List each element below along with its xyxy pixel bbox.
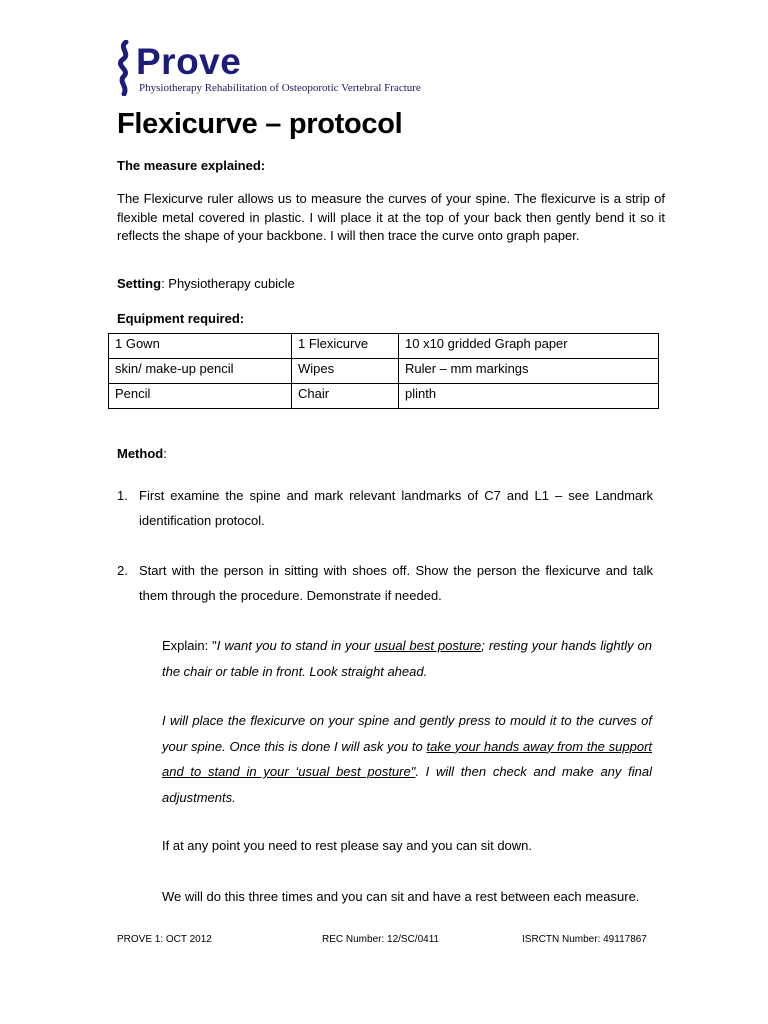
setting-label: Setting <box>117 276 162 291</box>
measure-paragraph: The Flexicurve ruler allows us to measure the curves of your spine. The flexicurve is a strip of flexible metal covered in plastic. I will place it at the top of your back then gently bend it so it reflects the shape of your backbone. I will then trace the curve onto graph paper. <box>117 191 665 243</box>
list-item <box>117 483 653 533</box>
logo-subtitle: Physiotherapy Rehabilitation of Osteoporotic Vertebral Fracture <box>139 82 421 94</box>
setting-line <box>117 275 295 293</box>
step-text: Start with the person in sitting with shoes off. Show the person the flexicurve and talk them through the procedure. Demonstrate if needed. <box>139 563 653 603</box>
table-cell: Wipes <box>292 359 399 384</box>
page-title: Flexicurve – protocol <box>117 108 403 140</box>
explain-paragraph-2: I will place the flexicurve on your spine and gently press to mould it to the curves of your spine. Once this is done I will ask you to take your hands away from the support and to stand in your ‘usual best posture". I will then check and make any final adjustments. <box>162 713 653 805</box>
table-cell: 10 x10 gridded Graph paper <box>399 334 659 359</box>
footer-version: PROVE 1: OCT 2012 <box>117 934 212 945</box>
explain-paragraph-1: Explain: "I want you to stand in your usual best posture; resting your hands lightly on the chair or table in front. Look straight ahead. <box>162 638 652 679</box>
setting-value: : Physiotherapy cubicle <box>161 276 295 291</box>
table-cell: Chair <box>292 384 399 409</box>
table-cell: 1 Gown <box>109 334 292 359</box>
table-row <box>109 384 659 409</box>
method-steps <box>117 483 653 608</box>
table-cell: 1 Flexicurve <box>292 334 399 359</box>
measure-heading: The measure explained: <box>117 158 266 173</box>
table-cell: plinth <box>399 384 659 409</box>
footer-rec-number: REC Number: 12/SC/0411 <box>322 934 440 945</box>
equipment-heading: Equipment required: <box>117 311 245 326</box>
step-number: 2. <box>117 563 128 578</box>
logo-wordmark: Prove <box>136 41 242 82</box>
repeat-paragraph: We will do this three times and you can sit and have a rest between each measure. <box>162 889 640 904</box>
step-text: First examine the spine and mark relevant landmarks of C7 and L1 – see Landmark identification protocol. <box>139 488 653 528</box>
rest-paragraph: If at any point you need to rest please say and you can sit down. <box>162 838 533 853</box>
table-row <box>109 359 659 384</box>
table-row <box>109 334 659 359</box>
table-cell: skin/ make-up pencil <box>109 359 292 384</box>
table-cell: Ruler – mm markings <box>399 359 659 384</box>
list-item <box>117 558 653 608</box>
step-number: 1. <box>117 488 128 503</box>
footer-isrctn-number: ISRCTN Number: 49117867 <box>522 934 647 945</box>
table-cell: Pencil <box>109 384 292 409</box>
equipment-table <box>108 333 659 409</box>
method-heading: Method: <box>117 446 167 461</box>
prove-logo <box>112 40 472 98</box>
